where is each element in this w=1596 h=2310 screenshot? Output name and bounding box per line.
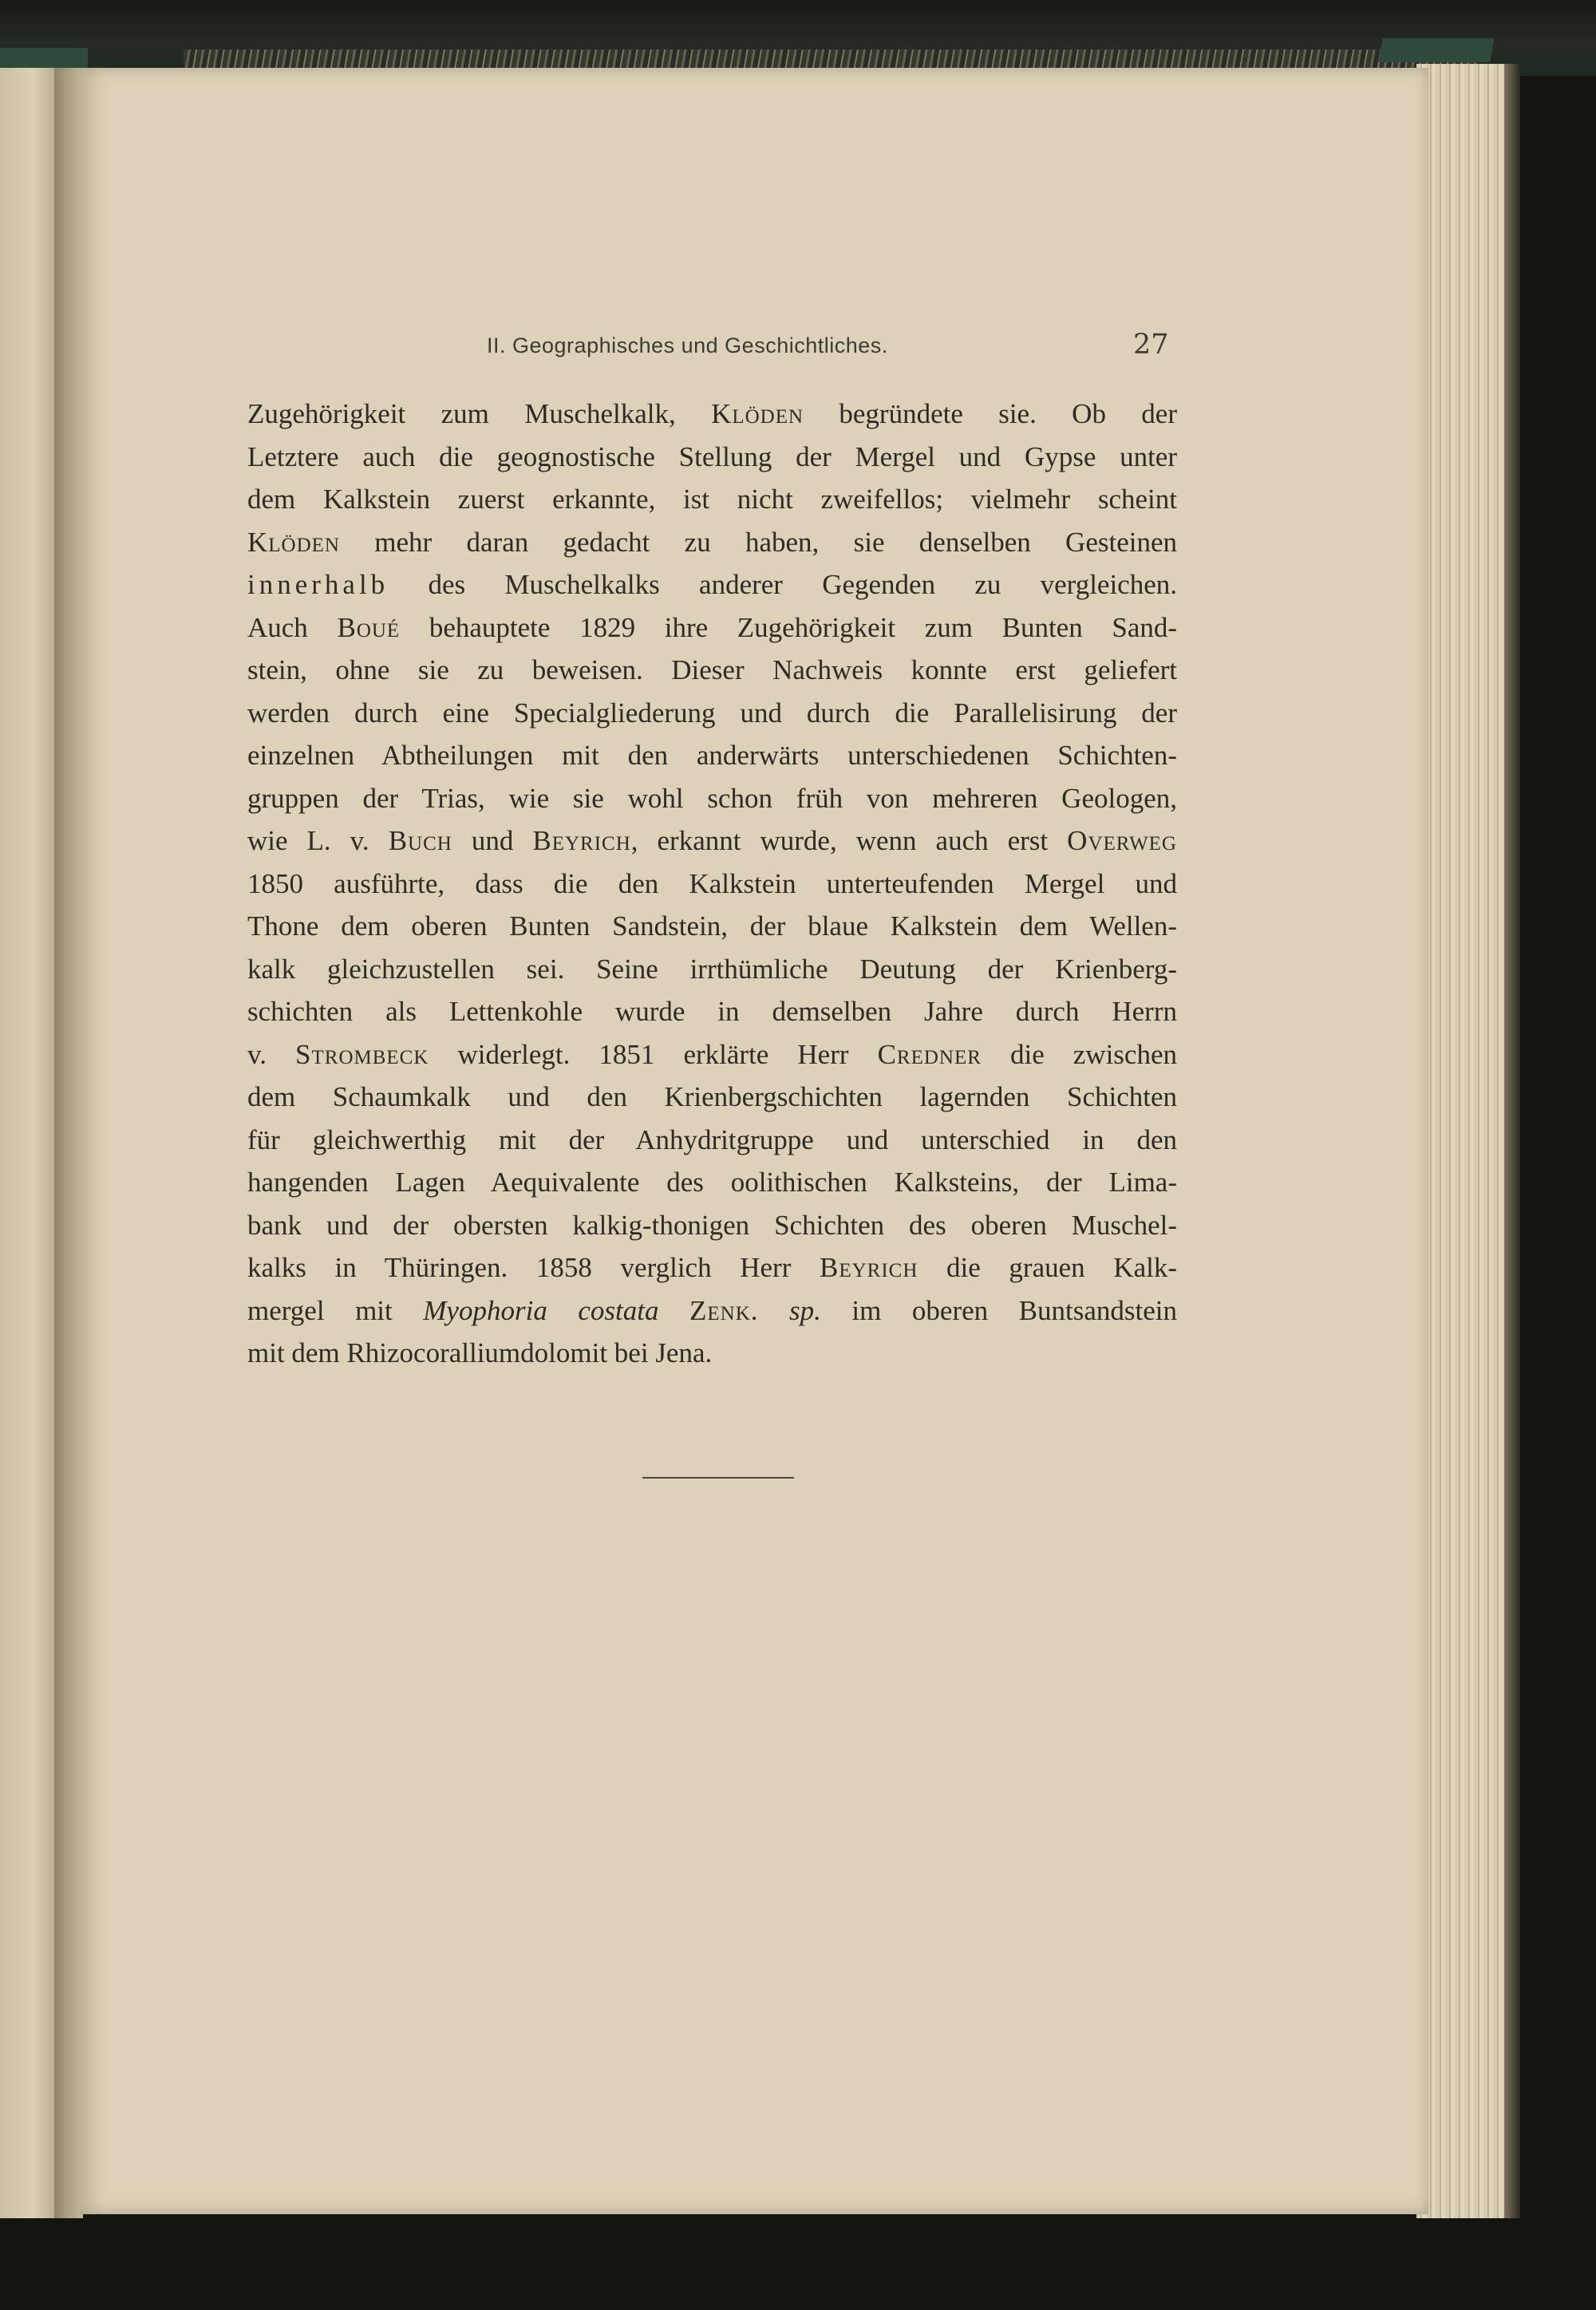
text-line (247, 692, 1177, 735)
book-gutter (54, 68, 83, 2222)
text-run: werden durch eine Specialgliederung und durch die Parallelisirung der (247, 697, 1177, 729)
taxon-name: Myophoria costata (423, 1294, 659, 1326)
page-stack-shadow (1504, 64, 1520, 2218)
text-run: Auch (247, 611, 338, 643)
text-run: dem Kalkstein zuerst erkannte, ist nicht zweifellos; vielmehr scheint (247, 484, 1177, 515)
page-stack-edge (1416, 64, 1504, 2218)
text-line (247, 606, 1177, 650)
author-name: Zenk. (689, 1294, 759, 1326)
text-run: einzelnen Abtheilungen mit den anderwärts unterschiedenen Schichten- (247, 740, 1177, 771)
author-name: Boué (337, 611, 401, 643)
text-run: schichten als Lettenkohle wurde in demselben Jahre durch Herrn (247, 996, 1177, 1027)
text-run: dem Schaumkalk und den Krienbergschichten lagernden Schichten (247, 1081, 1177, 1112)
text-line (247, 478, 1177, 521)
author-name: Strombeck (295, 1038, 429, 1070)
text-line (247, 1204, 1177, 1247)
text-run: gruppen der Trias, wie sie wohl schon früh von mehreren Geologen, (247, 782, 1177, 814)
page-number: 27 (1133, 329, 1169, 361)
text-run: Thone dem oberen Bunten Sandstein, der blaue Kalkstein dem Wellen- (247, 910, 1177, 942)
previous-page-edge (0, 68, 56, 2222)
text-run: 1850 ausführte, dass die den Kalkstein unterteufenden Mergel und (247, 867, 1177, 899)
book-cover-bottom (0, 2218, 1596, 2310)
text-run: Letztere auch die geognostische Stellung der Mergel und Gypse unter (247, 440, 1177, 472)
running-head (487, 329, 1428, 373)
author-name: Klöden (247, 526, 340, 558)
author-name: Overweg (1067, 825, 1177, 856)
text-run: kalks in Thüringen. 1858 verglich Herr (247, 1252, 820, 1283)
text-run: mergel mit (247, 1294, 424, 1326)
text-run: stein, ohne sie zu beweisen. Dieser Nachweis konnte erst geliefert (247, 654, 1177, 685)
text-line (247, 1246, 1177, 1289)
text-run (759, 1295, 790, 1326)
text-line (247, 905, 1177, 948)
text-run: behauptete 1829 ihre Zugehörigkeit zum Bunten Sand- (400, 611, 1178, 643)
author-name: Beyrich (532, 825, 631, 856)
text-line (247, 1033, 1177, 1076)
text-line (247, 521, 1177, 564)
section-end-rule (642, 1477, 794, 1479)
text-run: v. (247, 1038, 296, 1070)
text-run: mehr daran gedacht zu haben, sie denselben Gesteinen (339, 526, 1177, 558)
text-run: im oberen Buntsandstein (820, 1294, 1177, 1326)
text-run: hangenden Lagen Aequivalente des oolithischen Kalksteins, der Lima- (247, 1167, 1177, 1198)
text-run: für gleichwerthig mit der Anhydritgruppe und unterschied in den (247, 1123, 1177, 1155)
text-line (247, 649, 1177, 692)
text-run: die grauen Kalk- (918, 1252, 1177, 1283)
author-name: Buch (388, 825, 452, 856)
text-line (247, 863, 1177, 906)
cover-cloth-right (1378, 38, 1494, 62)
text-line (247, 1289, 1177, 1333)
text-run: des Muschelkalks anderer Gegenden zu vergleichen. (389, 569, 1177, 600)
author-name: Beyrich (820, 1252, 918, 1283)
text-run: Zugehörigkeit zum Muschelkalk, (247, 398, 712, 429)
text-run (658, 1295, 689, 1326)
text-line (247, 1119, 1177, 1162)
text-run: bank und der obersten kalkig-thonigen Schichten des oberen Muschel- (247, 1209, 1177, 1241)
running-title: II. Geographisches und Geschichtliches. (487, 334, 888, 357)
author-name: Klöden (711, 398, 804, 429)
text-line (247, 393, 1177, 436)
text-run: begründete sie. Ob der (804, 398, 1177, 429)
text-line (247, 777, 1177, 820)
text-line (247, 1161, 1177, 1204)
text-run: die zwischen (981, 1038, 1177, 1070)
body-paragraph (247, 393, 1177, 1375)
text-run: widerlegt. 1851 erklärte Herr (429, 1038, 878, 1070)
text-line (247, 734, 1177, 777)
text-line (247, 563, 1177, 606)
spaced-emphasis: innerhalb (247, 569, 389, 600)
text-run: , erkannt wurde, wenn auch erst (630, 825, 1068, 856)
text-line (247, 1076, 1177, 1119)
text-line (247, 1332, 1177, 1375)
text-line (247, 819, 1177, 863)
text-run: mit dem Rhizocoralliumdolomit bei Jena. (247, 1337, 713, 1368)
text-run: und (452, 825, 533, 856)
text-line (247, 990, 1177, 1033)
text-run: kalk gleichzustellen sei. Seine irrthümliche Deutung der Krienberg- (247, 953, 1177, 985)
taxon-name: sp. (789, 1294, 821, 1326)
text-line (247, 436, 1177, 479)
text-line (247, 948, 1177, 991)
text-run: wie L. v. (247, 825, 389, 856)
author-name: Credner (877, 1038, 982, 1070)
